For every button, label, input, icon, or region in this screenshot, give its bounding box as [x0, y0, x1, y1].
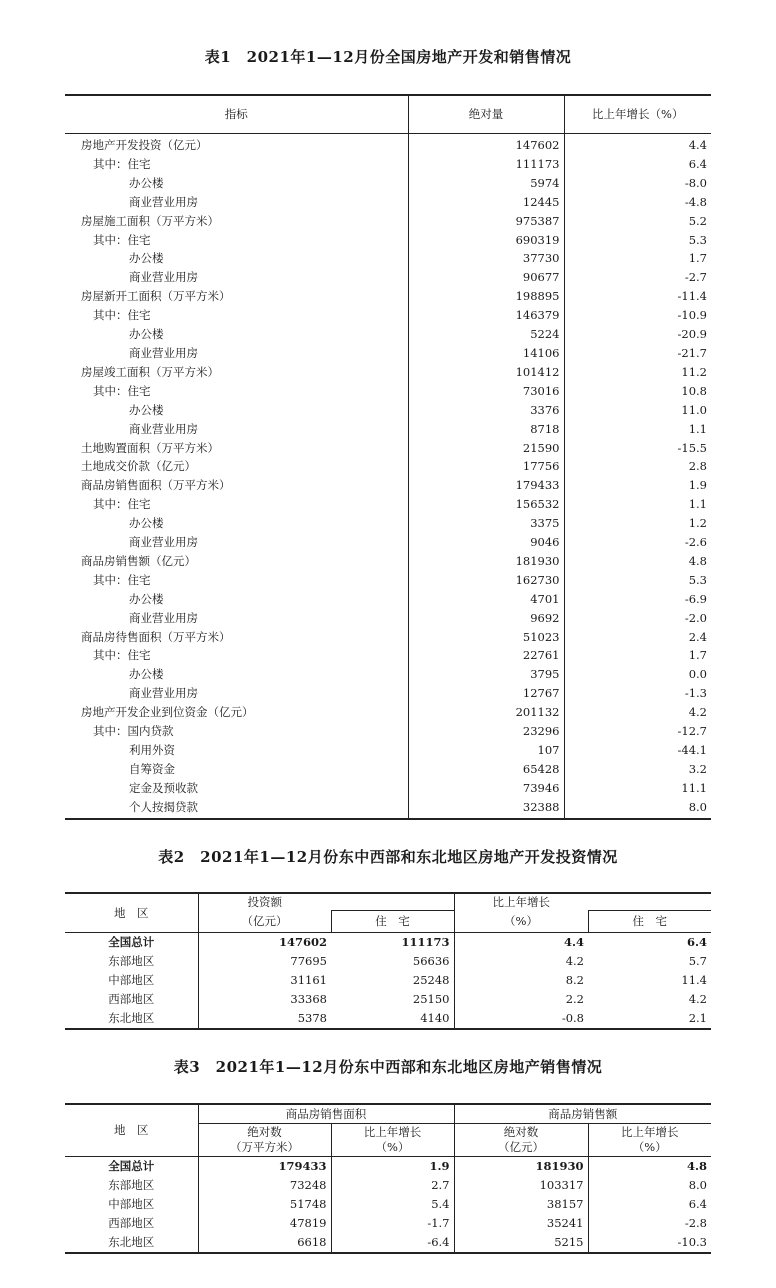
row-growth: 4.8 [564, 552, 711, 571]
cell-region: 东部地区 [108, 953, 155, 968]
cell-region: 东北地区 [108, 1010, 155, 1025]
row-growth: -1.3 [564, 684, 711, 703]
row-value: 975387 [408, 212, 564, 231]
row-value: 101412 [408, 363, 564, 382]
cell-sales-growth: 8.0 [588, 1176, 711, 1195]
cell-growth-res: 5.7 [688, 953, 707, 968]
table1-header-growth: 比上年增长（%） [564, 95, 711, 134]
cell-invest: 77695 [198, 952, 331, 971]
row-label: 商业营业用房 [129, 421, 198, 436]
row-growth: 2.8 [564, 457, 711, 476]
row-value: 181930 [408, 552, 564, 571]
table-row [65, 268, 711, 287]
row-value: 32388 [408, 798, 564, 819]
row-growth: -6.9 [564, 590, 711, 609]
table-row [65, 382, 711, 401]
row-value: 90677 [408, 268, 564, 287]
table-row [65, 212, 711, 231]
table-row [65, 1233, 711, 1253]
row-label: 其中：住宅 [93, 156, 151, 171]
cell-sales-growth: 4.8 [588, 1157, 711, 1176]
cell-area: 73248 [198, 1176, 331, 1195]
table2 [65, 892, 711, 1030]
row-label: 商业营业用房 [129, 535, 198, 550]
cell-area: 6618 [198, 1233, 331, 1253]
row-growth: 10.8 [564, 382, 711, 401]
table2-header-invest-spacer [331, 893, 454, 911]
cell-area-growth: 5.4 [331, 1195, 454, 1214]
cell-growth-res: 4.2 [688, 991, 707, 1006]
table-row [65, 741, 711, 760]
table-row [65, 325, 711, 344]
cell-area: 179433 [198, 1157, 331, 1176]
table-row [65, 684, 711, 703]
row-label: 房屋竣工面积（万平方米） [81, 364, 219, 379]
cell-area-growth: 2.7 [331, 1176, 454, 1195]
cell-region: 西部地区 [108, 1215, 155, 1230]
row-growth: -15.5 [564, 439, 711, 458]
row-label: 利用外资 [129, 743, 175, 757]
table-row [65, 344, 711, 363]
table3-header-region: 地 区 [65, 1104, 198, 1157]
table-row [65, 287, 711, 306]
row-growth: 5.3 [564, 231, 711, 250]
table-row [65, 476, 711, 495]
row-value: 73946 [408, 779, 564, 798]
row-growth: -44.1 [564, 741, 711, 760]
table3 [65, 1103, 711, 1254]
table3-header-sales-abs-label: 绝对数 [503, 1125, 539, 1139]
cell-sales: 103317 [454, 1176, 588, 1195]
table-row [65, 722, 711, 741]
row-label: 其中：国内贷款 [93, 724, 174, 739]
table-row [65, 952, 711, 971]
row-growth: 11.1 [564, 779, 711, 798]
table-row [65, 249, 711, 268]
table-row [65, 609, 711, 628]
cell-invest: 31161 [198, 971, 331, 990]
row-value: 156532 [408, 495, 564, 514]
row-growth: -11.4 [564, 287, 711, 306]
table-row [65, 971, 711, 990]
cell-region: 东北地区 [108, 1234, 155, 1249]
table-row [65, 1009, 711, 1029]
table2-header-growth-spacer [588, 893, 711, 911]
table-row [65, 306, 711, 325]
row-value: 23296 [408, 722, 564, 741]
cell-sales-growth: 6.4 [588, 1195, 711, 1214]
cell-invest-res: 25248 [412, 972, 450, 987]
row-growth: -4.8 [564, 193, 711, 212]
table-row [65, 439, 711, 458]
table-row [65, 363, 711, 382]
cell-growth: 4.4 [454, 933, 588, 952]
row-growth: 1.2 [564, 514, 711, 533]
table-row [65, 571, 711, 590]
row-growth: -8.0 [564, 174, 711, 193]
table3-header-area: 商品房销售面积 [198, 1104, 454, 1124]
cell-region: 中部地区 [108, 972, 155, 987]
table-row [65, 703, 711, 722]
row-label: 商业营业用房 [129, 345, 198, 360]
row-growth: 5.3 [564, 571, 711, 590]
row-label: 其中：住宅 [93, 383, 151, 398]
row-value: 22761 [408, 646, 564, 665]
cell-invest: 33368 [198, 990, 331, 1009]
row-label: 土地购置面积（万平方米） [81, 440, 219, 455]
row-growth: 11.2 [564, 363, 711, 382]
table-row [65, 193, 711, 212]
row-growth: 6.4 [564, 155, 711, 174]
table3-header-sales: 商品房销售额 [454, 1104, 711, 1124]
row-growth: 4.4 [564, 134, 711, 155]
table2-body [65, 933, 711, 1029]
row-label: 个人按揭贷款 [129, 799, 198, 814]
row-growth: 0.0 [564, 665, 711, 684]
row-value: 51023 [408, 628, 564, 647]
table2-title: 表2 2021年1—12月份东中西部和东北地区房地产开发投资情况 [158, 848, 618, 866]
row-growth: -2.7 [564, 268, 711, 287]
table3-header-sales-growth-label: 比上年增长 [621, 1125, 679, 1139]
table-row [65, 552, 711, 571]
table3-header-area-abs [198, 1124, 331, 1157]
row-growth: 1.1 [564, 420, 711, 439]
table2-header-growth: 比上年增长 [454, 893, 588, 911]
row-growth: 1.7 [564, 249, 711, 268]
cell-growth: 2.2 [454, 990, 588, 1009]
cell-region: 全国总计 [108, 935, 155, 949]
row-value: 690319 [408, 231, 564, 250]
row-label: 商业营业用房 [129, 194, 198, 209]
cell-growth: -0.8 [454, 1009, 588, 1029]
row-label: 商业营业用房 [129, 270, 198, 285]
table-row [65, 514, 711, 533]
row-growth: 11.0 [564, 401, 711, 420]
table2-header-region: 地 区 [65, 893, 198, 933]
row-value: 73016 [408, 382, 564, 401]
row-growth: 1.7 [564, 646, 711, 665]
row-label: 商品房销售额（亿元） [81, 553, 196, 568]
row-label: 房地产开发投资（亿元） [81, 138, 208, 152]
row-growth: -21.7 [564, 344, 711, 363]
row-label: 自筹资金 [129, 761, 175, 776]
cell-sales: 5215 [454, 1233, 588, 1253]
row-value: 147602 [408, 134, 564, 155]
row-value: 9046 [408, 533, 564, 552]
row-label: 其中：住宅 [93, 648, 151, 663]
cell-area-growth: -1.7 [331, 1214, 454, 1233]
cell-invest: 5378 [198, 1009, 331, 1029]
table-row [65, 1214, 711, 1233]
cell-region: 东部地区 [108, 1177, 155, 1192]
cell-sales-growth: -10.3 [588, 1233, 711, 1253]
row-label: 房屋新开工面积（万平方米） [81, 289, 231, 304]
row-label: 办公楼 [129, 591, 164, 606]
row-value: 12767 [408, 684, 564, 703]
row-label: 商业营业用房 [129, 686, 198, 701]
row-value: 21590 [408, 439, 564, 458]
row-value: 4701 [408, 590, 564, 609]
row-value: 8718 [408, 420, 564, 439]
row-growth: -12.7 [564, 722, 711, 741]
table3-header-sales-unit: （亿元） [498, 1140, 544, 1154]
table-row [65, 155, 711, 174]
row-value: 17756 [408, 457, 564, 476]
table-row [65, 457, 711, 476]
table2-header-growth-unit: （%） [454, 911, 588, 933]
row-value: 198895 [408, 287, 564, 306]
table3-title: 表3 2021年1—12月份东中西部和东北地区房地产销售情况 [173, 1058, 603, 1076]
table-row [65, 760, 711, 779]
table-row [65, 590, 711, 609]
row-label: 办公楼 [129, 402, 164, 417]
table1-title: 表1 2021年1—12月份全国房地产开发和销售情况 [204, 48, 572, 66]
table1-header-indicator: 指标 [65, 95, 408, 134]
row-value: 146379 [408, 306, 564, 325]
table-row [65, 401, 711, 420]
row-value: 3376 [408, 401, 564, 420]
table-row [65, 665, 711, 684]
cell-growth: 8.2 [454, 971, 588, 990]
cell-invest-res: 111173 [401, 935, 450, 949]
row-growth: 4.2 [564, 703, 711, 722]
table-row [65, 798, 711, 819]
cell-area: 51748 [198, 1195, 331, 1214]
table2-header-invest-residential: 住 宅 [331, 911, 454, 933]
row-label: 其中：住宅 [93, 232, 151, 247]
cell-area: 47819 [198, 1214, 331, 1233]
cell-sales: 181930 [454, 1157, 588, 1176]
table3-header-sales-growth-unit: （%） [632, 1140, 667, 1154]
row-growth: 3.2 [564, 760, 711, 779]
row-growth: -2.0 [564, 609, 711, 628]
row-growth: 1.9 [564, 476, 711, 495]
cell-invest-res: 56636 [412, 953, 450, 968]
cell-growth-res: 11.4 [681, 972, 707, 987]
cell-area-growth: 1.9 [331, 1157, 454, 1176]
table-row [65, 1195, 711, 1214]
row-label: 办公楼 [129, 327, 164, 342]
table-row [65, 495, 711, 514]
row-value: 5974 [408, 174, 564, 193]
cell-region: 全国总计 [108, 1159, 155, 1173]
cell-sales: 38157 [454, 1195, 588, 1214]
row-label: 其中：住宅 [93, 497, 151, 512]
cell-growth: 4.2 [454, 952, 588, 971]
table3-header-sales-growth [588, 1124, 711, 1157]
table-row [65, 990, 711, 1009]
table2-header-invest: 投资额 [198, 893, 331, 911]
table3-header-area-abs-label: 绝对数 [247, 1125, 282, 1139]
cell-region: 中部地区 [108, 1196, 155, 1211]
row-value: 179433 [408, 476, 564, 495]
row-value: 5224 [408, 325, 564, 344]
row-value: 12445 [408, 193, 564, 212]
row-growth: -2.6 [564, 533, 711, 552]
table1 [65, 94, 711, 820]
row-value: 201132 [408, 703, 564, 722]
row-label: 办公楼 [129, 516, 164, 531]
row-value: 9692 [408, 609, 564, 628]
row-label: 办公楼 [129, 175, 164, 190]
row-growth: 2.4 [564, 628, 711, 647]
row-value: 37730 [408, 249, 564, 268]
table1-header-row [65, 95, 711, 134]
table2-header-invest-unit: （亿元） [198, 911, 331, 933]
table-row [65, 174, 711, 193]
table3-header-sales-abs [454, 1124, 588, 1157]
row-label: 商品房销售面积（万平方米） [81, 478, 231, 493]
row-value: 65428 [408, 760, 564, 779]
table1-body [65, 134, 711, 819]
row-value: 3795 [408, 665, 564, 684]
table3-header-area-growth [331, 1124, 454, 1157]
cell-sales-growth: -2.8 [588, 1214, 711, 1233]
table3-header-area-unit: （万平方米） [230, 1140, 299, 1154]
table-row [65, 134, 711, 155]
table1-header-absolute: 绝对量 [408, 95, 564, 134]
row-label: 房地产开发企业到位资金（亿元） [81, 705, 254, 720]
table-row [65, 1176, 711, 1195]
table-row [65, 1157, 711, 1176]
table-row [65, 628, 711, 647]
table2-header-growth-residential: 住 宅 [588, 911, 711, 933]
table3-header-area-growth-label: 比上年增长 [363, 1125, 422, 1139]
row-label: 商品房待售面积（万平方米） [81, 629, 231, 644]
cell-invest-res: 25150 [412, 991, 450, 1006]
table-row [65, 231, 711, 250]
row-label: 土地成交价款（亿元） [81, 459, 196, 474]
cell-invest-res: 4140 [420, 1010, 450, 1025]
row-label: 商业营业用房 [129, 610, 198, 625]
cell-sales: 35241 [454, 1214, 588, 1233]
row-growth: -20.9 [564, 325, 711, 344]
row-label: 其中：住宅 [93, 308, 151, 323]
row-growth: 8.0 [564, 798, 711, 819]
row-label: 房屋施工面积（万平方米） [81, 213, 219, 228]
row-growth: 5.2 [564, 212, 711, 231]
cell-growth-res: 6.4 [686, 935, 707, 949]
row-label: 其中：住宅 [93, 572, 151, 587]
row-value: 111173 [408, 155, 564, 174]
cell-region: 西部地区 [108, 991, 155, 1006]
row-value: 14106 [408, 344, 564, 363]
table-row [65, 533, 711, 552]
row-growth: -10.9 [564, 306, 711, 325]
cell-area-growth: -6.4 [331, 1233, 454, 1253]
table-row [65, 646, 711, 665]
cell-invest: 147602 [198, 933, 331, 952]
table3-body [65, 1157, 711, 1253]
table-row [65, 933, 711, 952]
table3-header-area-growth-unit: （%） [375, 1140, 410, 1154]
table-row [65, 420, 711, 439]
row-value: 162730 [408, 571, 564, 590]
row-growth: 1.1 [564, 495, 711, 514]
row-value: 3375 [408, 514, 564, 533]
table-row [65, 779, 711, 798]
row-value: 107 [408, 741, 564, 760]
cell-growth-res: 2.1 [688, 1010, 707, 1025]
row-label: 办公楼 [129, 667, 164, 682]
row-label: 定金及预收款 [129, 780, 198, 795]
row-label: 办公楼 [129, 251, 164, 266]
